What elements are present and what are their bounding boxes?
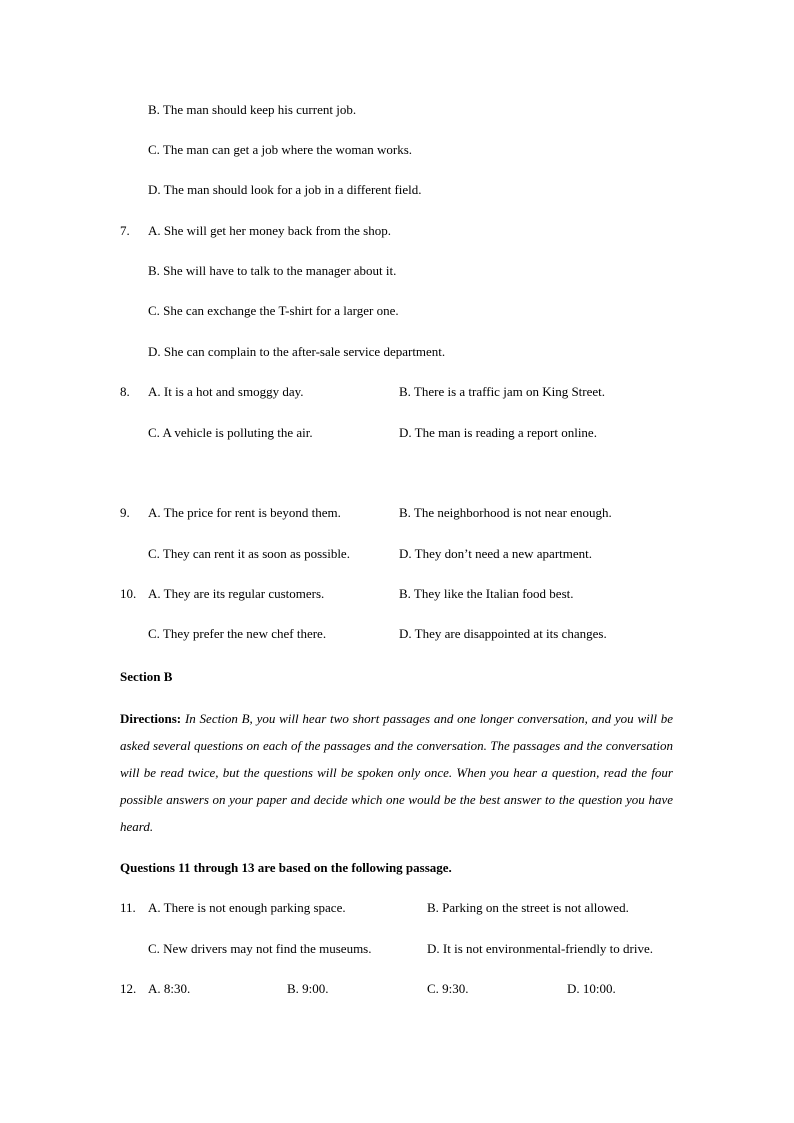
q6-option-d: D. The man should look for a job in a different field.	[148, 182, 422, 197]
q7-option-c: C. She can exchange the T-shirt for a larger one.	[148, 303, 399, 318]
q10-option-d: D. They are disappointed at its changes.	[399, 626, 607, 641]
q12-option-a: A. 8:30.	[148, 981, 191, 996]
q12-option-d: D. 10:00.	[567, 981, 616, 996]
q7-option-d: D. She can complain to the after-sale service department.	[148, 344, 446, 359]
passage-subheading: Questions 11 through 13 are based on the following passage.	[120, 860, 452, 875]
q7-number: 7.	[120, 223, 130, 238]
q12-option-c: C. 9:30.	[427, 981, 469, 996]
q9-number: 9.	[120, 505, 130, 520]
q7-option-a: A. She will get her money back from the shop.	[148, 223, 391, 238]
q12-number: 12.	[120, 981, 137, 996]
directions-label: Directions:	[120, 711, 182, 726]
q9-option-b: B. The neighborhood is not near enough.	[399, 505, 612, 520]
q8-option-b: B. There is a traffic jam on King Street.	[399, 384, 606, 399]
q8-number: 8.	[120, 384, 130, 399]
q9-option-d: D. They don’t need a new apartment.	[399, 546, 593, 561]
q6-option-b: B. The man should keep his current job.	[148, 102, 357, 117]
q11-option-b: B. Parking on the street is not allowed.	[427, 900, 629, 915]
section-title: Section B	[120, 669, 173, 684]
q10-number: 10.	[120, 586, 137, 601]
q11-option-d: D. It is not environmental-friendly to drive.	[427, 941, 654, 956]
q8-option-a: A. It is a hot and smoggy day.	[148, 384, 304, 399]
q11-option-a: A. There is not enough parking space.	[148, 900, 346, 915]
q9-option-c: C. They can rent it as soon as possible.	[148, 546, 350, 561]
q10-option-c: C. They prefer the new chef there.	[148, 626, 327, 641]
q9-option-a: A. The price for rent is beyond them.	[148, 505, 341, 520]
q8-option-c: C. A vehicle is polluting the air.	[148, 425, 313, 440]
q8-option-d: D. The man is reading a report online.	[399, 425, 597, 440]
directions-text: In Section B, you will hear two short passages and one longer conversation, and you will be asked several questions on each of the passages and the conversation. The passages and the conversation will be read twice, but the questions will be spoken only once. When you hear a question, read the four possible answers on your paper and decide which one would be the best answer to the question you have heard.	[120, 711, 674, 834]
q11-option-c: C. New drivers may not find the museums.	[148, 941, 372, 956]
q7-option-b: B. She will have to talk to the manager about it.	[148, 263, 397, 278]
q11-number: 11.	[120, 900, 136, 915]
q10-option-a: A. They are its regular customers.	[148, 586, 325, 601]
q6-option-c: C. The man can get a job where the woman works.	[148, 142, 413, 157]
q10-option-b: B. They like the Italian food best.	[399, 586, 574, 601]
q12-option-b: B. 9:00.	[287, 981, 329, 996]
section-directions	[120, 705, 673, 840]
